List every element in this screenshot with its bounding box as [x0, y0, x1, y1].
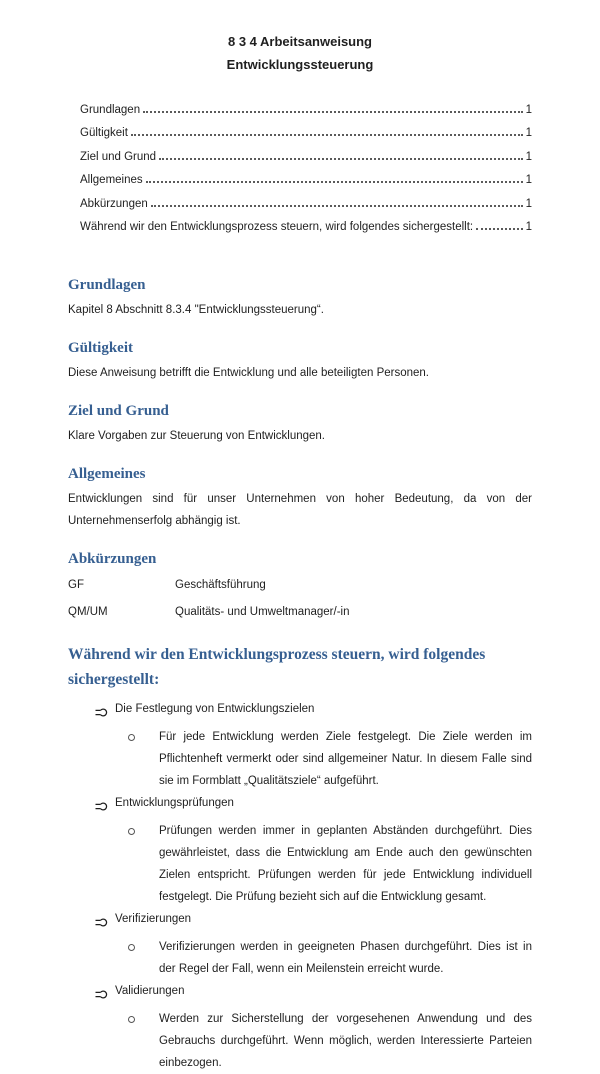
section-abkuerzungen: [68, 549, 532, 623]
list-subitem-text: Werden zur Sicherstellung der vorgesehenen Anwendung und des Gebrauchs durchgeführt. Wenn möglich, werden Interessierte Parteien einbezogen.: [159, 1013, 532, 1070]
toc-page-number: 1: [525, 150, 532, 163]
loop-arrow-bullet-icon: [95, 704, 108, 726]
loop-arrow-bullet-icon: [95, 914, 108, 936]
toc-entry-label: Abkürzungen: [80, 197, 148, 210]
toc-entry[interactable]: [80, 198, 532, 221]
circle-bullet-icon: [128, 944, 135, 951]
circle-bullet-icon: [128, 734, 135, 741]
toc-entry-label: Während wir den Entwicklungsprozess steuern, wird folgendes sichergestellt:: [80, 220, 474, 233]
process-list: [68, 698, 532, 1074]
toc-entry-label: Gültigkeit: [80, 127, 128, 140]
toc-entry[interactable]: [80, 221, 532, 244]
section-entwicklungsprozess: [68, 642, 532, 1074]
toc-entry[interactable]: [80, 151, 532, 174]
section-heading: Gültigkeit: [68, 340, 134, 357]
toc-entry-label: Allgemeines: [80, 174, 143, 187]
toc-dot-leader: [476, 228, 522, 230]
circle-bullet-icon: [128, 828, 135, 835]
list-item-label: Validierungen: [115, 985, 185, 998]
toc-page-number: 1: [525, 174, 532, 187]
toc-page-number: 1: [525, 127, 532, 140]
list-subitem-text: Verifizierungen werden in geeigneten Phasen durchgeführt. Dies ist in der Regel der Fall, wenn ein Meilenstein erreicht wurde.: [159, 941, 532, 976]
list-item: [68, 792, 532, 820]
section-paragraph: Entwicklungen sind für unser Unternehmen von hoher Bedeutung, da von der Unternehmenserfolg abhängig ist.: [68, 493, 532, 528]
abbreviation-definition: Geschäftsführung: [175, 579, 266, 592]
toc-dot-leader: [146, 181, 523, 183]
list-item: [68, 980, 532, 1008]
loop-arrow-bullet-icon: [95, 986, 108, 1008]
section-paragraph: Kapitel 8 Abschnitt 8.3.4 "Entwicklungssteuerung“.: [68, 304, 324, 317]
section-allgemeines: [68, 464, 532, 532]
abbreviation-row: [68, 601, 532, 623]
list-subitem: [68, 820, 532, 908]
section-grundlagen: [68, 275, 532, 321]
abbreviation-term: GF: [68, 579, 84, 592]
toc-entry[interactable]: [80, 104, 532, 127]
section-gueltigkeit: [68, 338, 532, 384]
toc-page-number: 1: [525, 104, 532, 116]
table-of-contents: [80, 104, 532, 244]
section-paragraph: Klare Vorgaben zur Steuerung von Entwicklungen.: [68, 430, 325, 443]
section-ziel-und-grund: [68, 401, 532, 447]
toc-dot-leader: [151, 205, 523, 207]
section-heading: Allgemeines: [68, 466, 146, 483]
section-heading: Abkürzungen: [68, 551, 157, 568]
toc-dot-leader: [143, 111, 522, 113]
document-body: [68, 275, 532, 1074]
list-subitem-text: Für jede Entwicklung werden Ziele festgelegt. Die Ziele werden im Pflichtenheft vermerkt oder sind allgemeiner Natur. In diesem Falle sind sie im Formblatt „Qualitätsziele“ aufgeführt.: [159, 731, 532, 788]
toc-entry[interactable]: [80, 174, 532, 197]
toc-dot-leader: [131, 134, 523, 136]
list-subitem: [68, 936, 532, 980]
list-subitem: [68, 726, 532, 792]
toc-entry-label: Grundlagen: [80, 104, 141, 116]
list-item-label: Verifizierungen: [115, 913, 192, 926]
abbreviation-row: [68, 574, 532, 596]
section-heading: Grundlagen: [68, 277, 146, 294]
list-subitem-text: Prüfungen werden immer in geplanten Abständen durchgeführt. Dies gewährleistet, dass die Entwicklung am Ende auch den gewünschten Zielen entspricht. Prüfungen werden für jede Entwicklung individuell festgelegt. Die Prüfung bezieht sich auf die Entwicklung gesamt.: [159, 825, 532, 904]
list-subitem: [68, 1008, 532, 1074]
abbreviation-term: QM/UM: [68, 606, 108, 619]
toc-entry[interactable]: [80, 127, 532, 150]
toc-entry-label: Ziel und Grund: [80, 150, 157, 163]
section-heading: Ziel und Grund: [68, 403, 169, 420]
toc-page-number: 1: [525, 197, 532, 210]
toc-page-number: 1: [525, 220, 532, 233]
toc-dot-leader: [159, 158, 523, 160]
document-title: [68, 30, 532, 76]
list-item-label: Die Festlegung von Entwicklungszielen: [115, 703, 315, 716]
list-item-label: Entwicklungsprüfungen: [115, 797, 234, 810]
abbreviation-definition: Qualitäts- und Umweltmanager/-in: [175, 606, 350, 619]
list-item: [68, 698, 532, 726]
circle-bullet-icon: [128, 1016, 135, 1023]
loop-arrow-bullet-icon: [95, 798, 108, 820]
document-title-line2: Entwicklungssteuerung: [226, 57, 374, 72]
section-paragraph: Diese Anweisung betrifft die Entwicklung und alle beteiligten Personen.: [68, 367, 429, 380]
document-title-line1: 8 3 4 Arbeitsanweisung: [227, 34, 372, 49]
section-heading: Während wir den Entwicklungsprozess steuern, wird folgendes sichergestellt:: [68, 646, 486, 689]
list-item: [68, 908, 532, 936]
